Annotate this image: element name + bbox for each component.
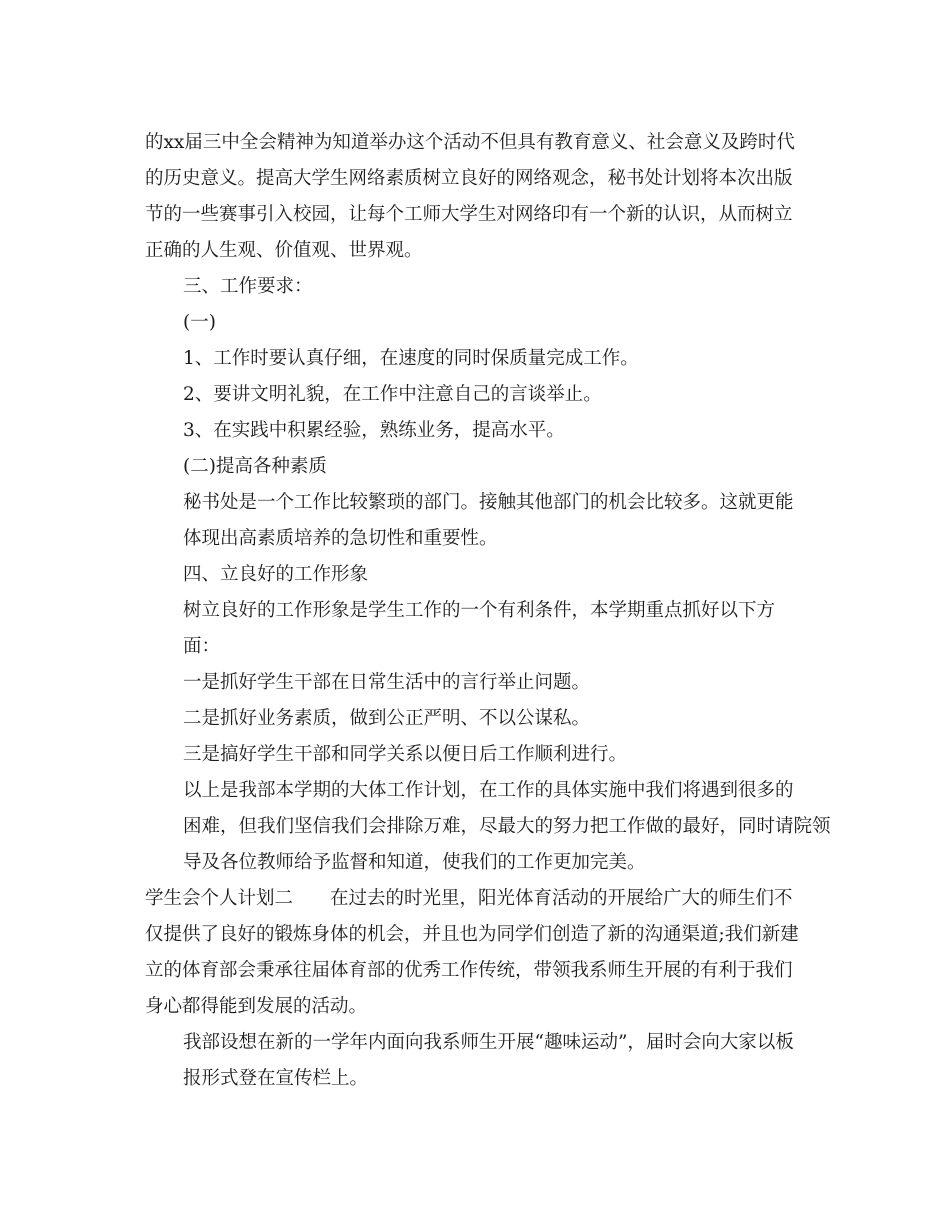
paragraph [145,341,810,377]
text-line: 仅提供了良好的锻炼身体的机会，并且也为同学们创造了新的沟通渠道;我们新建 [145,924,799,945]
paragraph [145,269,810,305]
paragraph [145,665,810,701]
paragraph [145,413,810,449]
text-line: 2、要讲文明礼貌，在工作中注意自己的言谈举止。 [183,384,602,405]
text-line: 的xx届三中全会精神为知道举办这个活动不但具有教育意义、社会意义及跨时代 [145,132,795,153]
paragraph [145,701,810,737]
paragraph [145,881,810,1025]
paragraph [145,1025,810,1097]
text-line: 三、工作要求： [183,276,313,297]
text-line: 体现出高素质培养的急切性和重要性。 [183,528,498,549]
text-line: (二)提高各种素质 [183,456,327,477]
text-line: 立的体育部会秉承往届体育部的优秀工作传统，带领我系师生开展的有利于我们 [145,960,793,981]
text-line: 以上是我部本学期的大体工作计划，在工作的具体实施中我们将遇到很多的 [183,780,794,801]
paragraph [145,377,810,413]
text-line: 面： [183,636,221,657]
text-line: 节的一些赛事引入校园，让每个工师大学生对网络印有一个新的认识，从而树立 [145,204,793,225]
paragraph [145,593,810,665]
text-line: 四、立良好的工作形象 [183,564,369,585]
text-line: 学生会个人计划二 在过去的时光里，阳光体育活动的开展给广大的师生们不 [145,888,793,909]
text-line: 困难，但我们坚信我们会排除万难，尽最大的努力把工作做的最好，同时请院领 [183,816,831,837]
paragraph [145,737,810,773]
paragraph [145,305,810,341]
text-line: 我部设想在新的一学年内面向我系师生开展“趣味运动”，届时会向大家以板 [183,1032,794,1053]
text-line: 二是抓好业务素质，做到公正严明、不以公谋私。 [183,708,591,729]
text-line: 一是抓好学生干部在日常生活中的言行举止问题。 [183,672,591,693]
text-line: 三是搞好学生干部和同学关系以便日后工作顺利进行。 [183,744,628,765]
paragraph [145,485,810,557]
text-line: 报形式登在宣传栏上。 [183,1068,369,1089]
text-line: 1、工作时要认真仔细，在速度的同时保质量完成工作。 [183,348,639,369]
paragraph [145,773,831,881]
text-line: 秘书处是一个工作比较繁琐的部门。接触其他部门的机会比较多。这就更能 [183,492,794,513]
text-line: 导及各位教师给予监督和知道，使我们的工作更加完美。 [183,852,646,873]
document-page [145,125,831,1097]
paragraph [145,449,810,485]
paragraph [145,125,810,269]
text-line: 树立良好的工作形象是学生工作的一个有利条件，本学期重点抓好以下方 [183,600,776,621]
text-line: 正确的人生观、价值观、世界观。 [145,240,423,261]
paragraph [145,557,810,593]
text-line: 的历史意义。提高大学生网络素质树立良好的网络观念，秘书处计划将本次出版 [145,168,793,189]
text-line: 身心都得能到发展的活动。 [145,996,368,1017]
text-line: 3、在实践中积累经验，熟练业务，提高水平。 [183,420,565,441]
text-line: (一) [183,312,216,333]
